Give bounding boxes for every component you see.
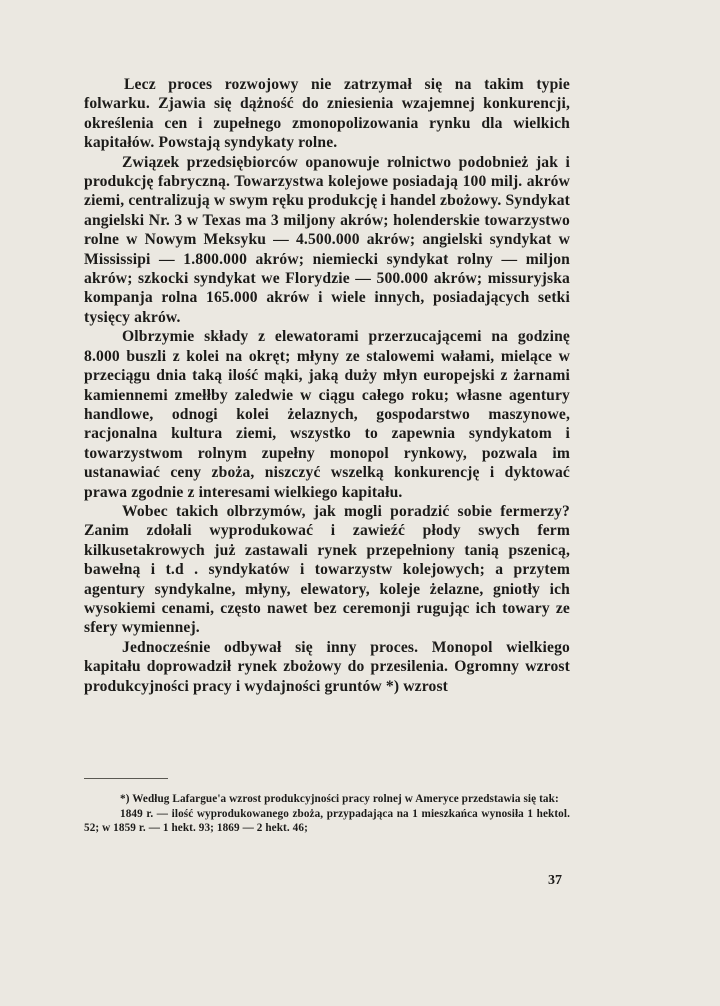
- page-number: 37: [548, 873, 562, 888]
- paragraph: Lecz proces rozwojowy nie zatrzymał się na takim typie folwarku. Zjawia się dążność do zniesienia wzajemnej konkurencji, określenia cen i zupełnego zmonopolizowania rynku dla wielkich kapitałów. Powstają syndykaty rolne.: [84, 76, 570, 152]
- footnote-line: *) Według Lafargue'a wzrost produkcyjności pracy rolnej w Ameryce przedstawia się tak:: [120, 793, 559, 805]
- main-text: [84, 75, 570, 696]
- paragraph: Związek przedsiębiorców opanowuje rolnictwo podobnież jak i produkcję fabryczną. Towarzystwa kolejowe posiadają 100 milj. akrów ziemi, centralizują w swym ręku produkcję i handel zbożowy. Syndykat angielski Nr. 3 w Texas ma 3 miljony akrów; holenderskie towarzystwo rolne w Nowym Meksyku — 4.500.000 akrów; angielski syndykat w Mississipi — 1.800.000 akrów; niemiecki syndykat rolny — miljon akrów; szkocki syndykat we Florydzie — 500.000 akrów; missuryjska kompanja rolna 165.000 akrów i wiele innych, posiadających setki tysięcy akrów.: [84, 153, 570, 326]
- footnote: [84, 792, 570, 836]
- paragraph: Wobec takich olbrzymów, jak mogli poradzić sobie fermerzy? Zanim zdołali wyprodukować i zawieźć płody swych ferm kilkusetakrowych już zastawali rynek przepełniony tanią pszenicą, bawełną i t.d . syndykatów i towarzystw kolejowych; a przytem agentury syndykalne, młyny, elewatory, koleje żelazne, gniotły ich wysokiemi cenami, często nawet bez ceremonji rugując ich towary ze sfery wymiennej.: [84, 502, 570, 637]
- footnote-line: 1849 r. — ilość wyprodukowanego zboża, przypadająca na 1 mieszkańca wynosiła 1 hektol. 52; w 1859 r. — 1 hekt. 93; 1869 — 2 hekt. 46;: [84, 807, 570, 835]
- footnote-divider: [84, 778, 168, 779]
- paragraph: Olbrzymie składy z elewatorami przerzucającemi na godzinę 8.000 buszli z kolei na okręt; młyny ze stalowemi wałami, mielące w przeciągu dnia taką ilość mąki, jaką duży młyn europejski z żarnami kamiennemi zmełłby zaledwie w ciągu całego roku; własne agentury handlowe, odnogi kolei żelaznych, gospodarstwo maszynowe, racjonalna kultura ziemi, wszystko to zapewnia syndykatom i towarzystwom rolnym zupełny monopol rynkowy, pozwala im ustanawiać ceny zboża, niszczyć wszelką konkurencję i dyktować prawa zgodnie z interesami wielkiego kapitału.: [84, 328, 570, 501]
- paragraph: Jednocześnie odbywał się inny proces. Monopol wielkiego kapitału doprowadził rynek zbożowy do przesilenia. Ogromny wzrost produkcyjności pracy i wydajności gruntów *) wzrost: [84, 638, 570, 695]
